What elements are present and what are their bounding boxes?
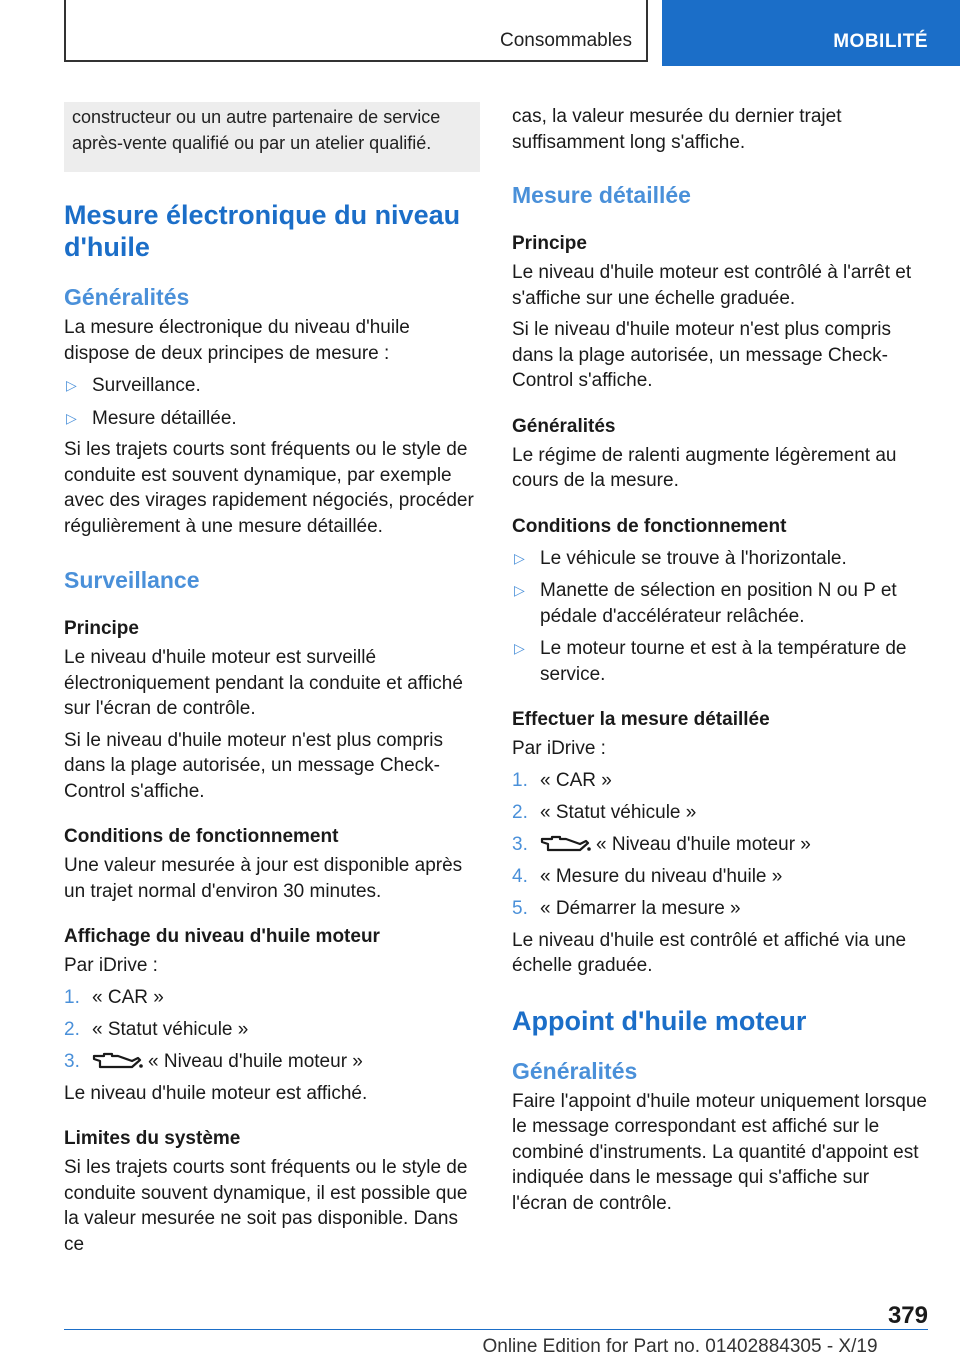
page-header: [0, 0, 960, 66]
chapter-tab: MOBILITÉ: [662, 0, 960, 66]
triangle-bullet-icon: ▷: [514, 582, 525, 598]
principles-list: [64, 373, 480, 431]
paragraph: Si le niveau d'huile moteur n'est plus compris dans la plage autorisée, un message Check-Control s'affiche.: [64, 729, 443, 802]
footer-divider: [64, 1329, 928, 1330]
paragraph: Le niveau d'huile moteur est contrôlé à l'arrêt et s'affiche sur une échelle graduée.: [512, 262, 912, 309]
left-column: [64, 102, 480, 1257]
page-number: 379: [887, 1302, 928, 1329]
subheading-affichage: Affichage du niveau d'huile moteur: [64, 926, 380, 947]
paragraph: Le niveau d'huile est contrôlé et affiché via une échelle graduée.: [512, 929, 907, 976]
list-item: ▷ Surveillance.: [64, 373, 480, 399]
main-heading: Mesure électronique du niveau d'huile: [64, 200, 461, 262]
triangle-bullet-icon: ▷: [514, 640, 525, 656]
edition-footer: Online Edition for Part no. 01402884305 - X/19: [482, 1336, 878, 1357]
paragraph: Par iDrive :: [512, 738, 606, 759]
list-item: 1. « CAR »: [64, 987, 164, 1008]
paragraph: Si les trajets courts sont fréquents ou le style de conduite souvent dynamique, il est possible que la valeur mesurée ne soit pas disponible. Dans ce: [64, 1157, 468, 1255]
oil-can-icon: [92, 1052, 144, 1070]
paragraph: Le niveau d'huile moteur est affiché.: [64, 1082, 368, 1104]
paragraph: cas, la valeur mesurée du dernier trajet suffisamment long s'affiche.: [512, 106, 842, 153]
list-item: 2. « Statut véhicule »: [64, 1019, 249, 1040]
triangle-bullet-icon: ▷: [66, 409, 77, 426]
list-item: 3. « Niveau d'huile moteur »: [512, 834, 811, 855]
heading-appoint: Appoint d'huile moteur: [512, 1005, 807, 1036]
paragraph: Par iDrive :: [64, 955, 158, 976]
section-title: Consommables: [64, 0, 648, 62]
list-item: ▷ Manette de sélection en position N ou P et pédale d'accélérateur relâchée.: [514, 580, 897, 627]
list-item: ▷ Le moteur tourne et est à la température de service.: [514, 638, 907, 685]
triangle-bullet-icon: ▷: [514, 549, 525, 566]
heading-surveillance: Surveillance: [64, 567, 200, 593]
list-item: 4. « Mesure du niveau d'huile »: [512, 866, 783, 887]
subheading-conditions: Conditions de fonctionnement: [64, 826, 339, 847]
conditions-list: [512, 546, 928, 688]
paragraph: Si les trajets courts sont fréquents ou le style de conduite est souvent dynamique, par exemple avec des virages rapidement négociés, procéder régulièrement à une mesure détaillée.: [64, 439, 474, 537]
list-item: ▷ Mesure détaillée.: [64, 406, 480, 432]
list-item: 2. « Statut véhicule »: [512, 802, 697, 823]
paragraph: Le régime de ralenti augmente légèrement au cours de la mesure.: [512, 444, 897, 491]
heading-mesure-detaillee: Mesure détaillée: [512, 182, 691, 208]
paragraph: Si le niveau d'huile moteur n'est plus compris dans la plage autorisée, un message Check-Control s'affiche.: [512, 319, 891, 391]
steps-list: [64, 985, 480, 1075]
subheading-generalites: Généralités: [512, 415, 616, 437]
list-item: 3. « Niveau d'huile moteur »: [64, 1051, 363, 1072]
intro-paragraph: La mesure électronique du niveau d'huile dispose de deux principes de mesure :: [64, 317, 410, 364]
list-item: 1. « CAR »: [512, 770, 612, 791]
paragraph: Faire l'appoint d'huile moteur uniquement lorsque le message correspondant est affiché sur le combiné d'instruments. La quantité d'appoint est indiquée dans le message qui s'affiche sur l'écran de contrôle.: [512, 1090, 927, 1214]
steps-list: [512, 768, 928, 922]
triangle-bullet-icon: ▷: [66, 377, 77, 393]
list-item: ▷ Le véhicule se trouve à l'horizontale.: [512, 546, 928, 572]
heading-generalites: Généralités: [64, 284, 190, 310]
oil-can-icon: [540, 835, 592, 853]
subheading-principe: Principe: [64, 618, 139, 639]
subheading-conditions: Conditions de fonctionnement: [512, 515, 787, 537]
note-box: constructeur ou un autre partenaire de service après-vente qualifié ou par un atelier qualifié.: [64, 102, 480, 172]
subheading-principe: Principe: [512, 233, 587, 254]
paragraph: Une valeur mesurée à jour est disponible après un trajet normal d'environ 30 minutes.: [64, 855, 463, 902]
paragraph: Le niveau d'huile moteur est surveillé électroniquement pendant la conduite et affiché sur l'écran de contrôle.: [64, 647, 463, 719]
heading-generalites: Généralités: [512, 1057, 638, 1084]
right-column: [512, 102, 928, 1216]
subheading-limites: Limites du système: [64, 1128, 241, 1149]
list-item: 5. « Démarrer la mesure »: [512, 898, 741, 919]
subheading-effectuer: Effectuer la mesure détaillée: [512, 709, 770, 730]
